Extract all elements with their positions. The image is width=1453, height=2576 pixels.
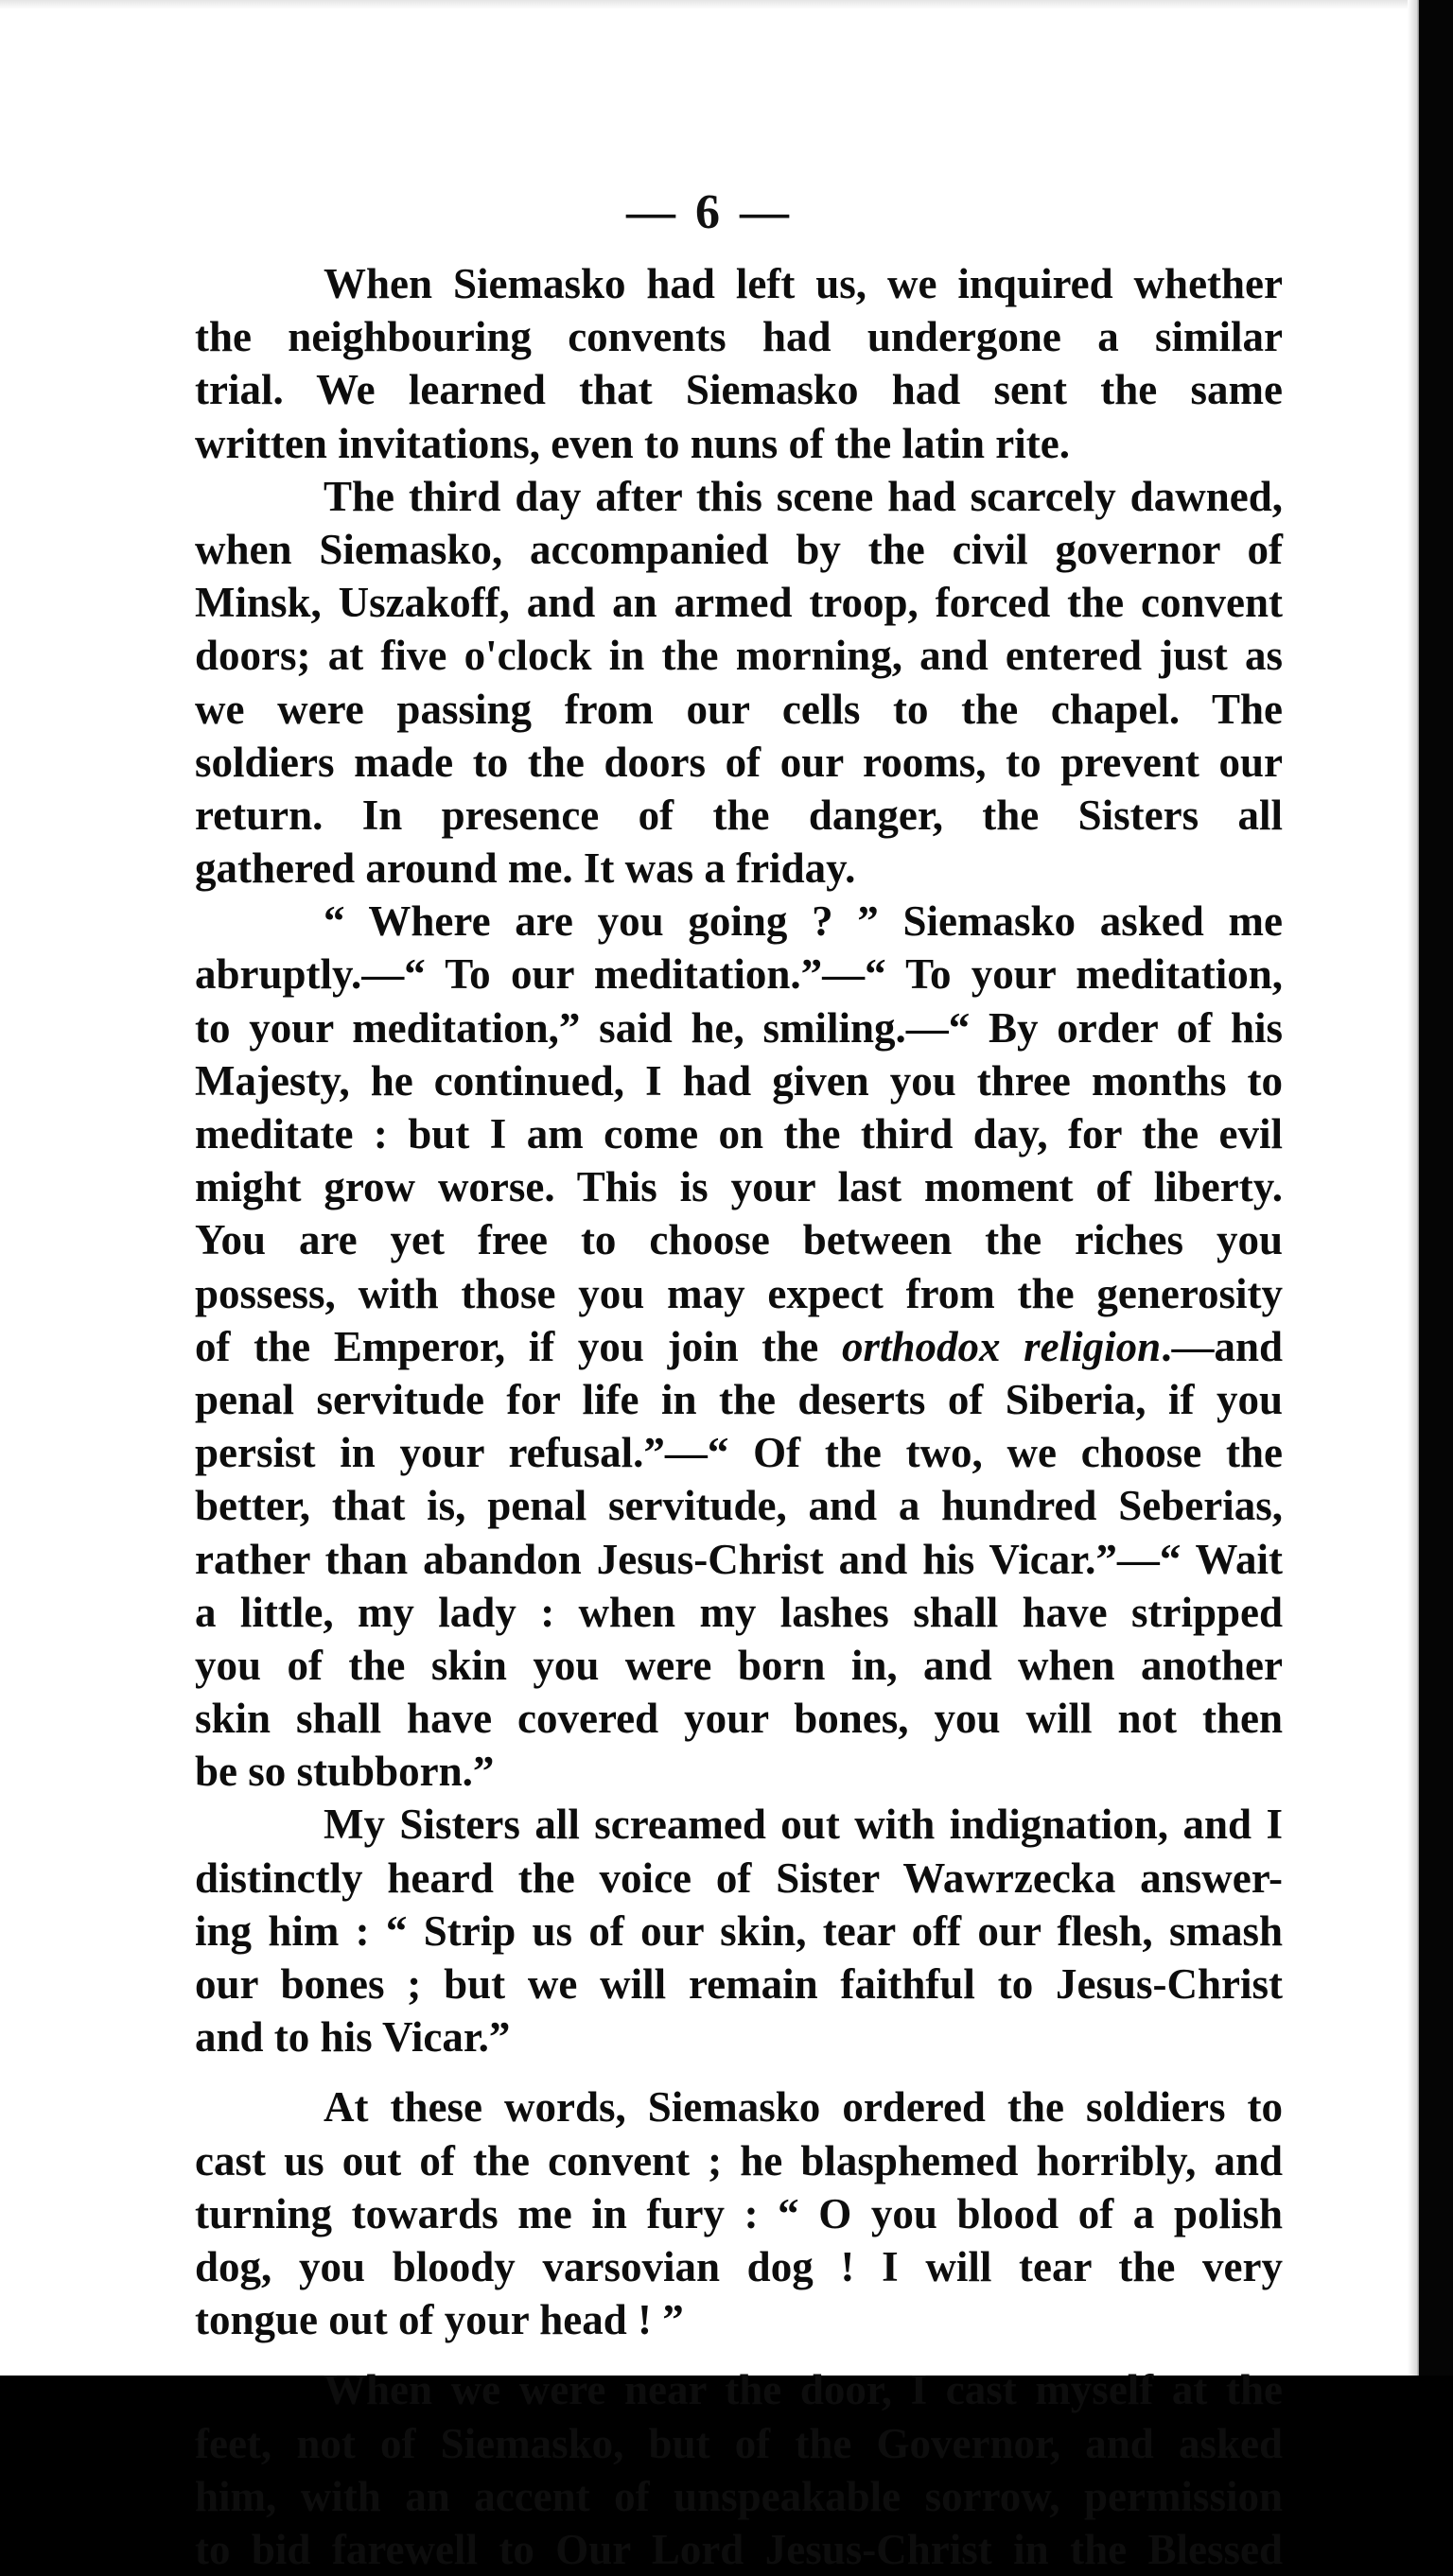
page-top-edge <box>0 0 1419 9</box>
text-line: You are yet free to choose between the riches you <box>195 1216 1283 1264</box>
text-line: you of the skin you were born in, and when another <box>195 1641 1283 1689</box>
text-line: to bid farewell to Our Lord Jesus-Christ in the Blessed <box>195 2525 1283 2573</box>
text-line: feet, not of Siemasko, but of the Governor, and asked <box>195 2419 1283 2467</box>
text-run: of the Emperor, if you join the <box>195 1322 842 1370</box>
text-line: distinctly heard the voice of Sister Wawrzecka answer- <box>195 1854 1283 1902</box>
text-line: better, that is, penal servitude, and a hundred Seberias, <box>195 1482 1283 1530</box>
text-line: The third day after this scene had scarcely dawned, <box>324 472 1283 520</box>
text-line: him, with an accent of unspeakable sorrow, permission <box>195 2472 1283 2520</box>
text-line: Majesty, he continued, I had given you three months to <box>195 1056 1283 1105</box>
body-text <box>195 257 1283 2576</box>
text-line: meditate : but I am come on the third day, for the evil <box>195 1110 1283 1157</box>
text-line: might grow worse. This is your last moment of liberty. <box>195 1163 1283 1211</box>
text-line: dog, you bloody varsovian dog ! I will tear the very <box>195 2242 1283 2290</box>
text-line: trial. We learned that Siemasko had sent the same <box>195 366 1283 414</box>
text-line: return. In presence of the danger, the Sisters all <box>195 791 1283 839</box>
text-line: penal servitude for life in the deserts of Siberia, if you <box>195 1375 1283 1423</box>
text-line: soldiers made to the doors of our rooms, to prevent our <box>195 738 1283 786</box>
text-line: When Siemasko had left us, we inquired whether <box>324 260 1283 307</box>
text-line: skin shall have covered your bones, you will not then <box>195 1695 1283 1743</box>
text-line: and to his Vicar.” <box>195 2013 511 2062</box>
text-line: doors; at five o'clock in the morning, and entered just as <box>195 632 1283 680</box>
text-line: tongue out of your head ! ” <box>195 2296 684 2344</box>
text-line: turning towards me in fury : “ O you blood of a polish <box>195 2189 1283 2237</box>
italic-term: orthodox religion <box>841 1322 1162 1370</box>
text-line: to your meditation,” said he, smiling.—“ By order of his <box>195 1003 1283 1052</box>
text-line: our bones ; but we will remain faithful to Jesus-Christ <box>195 1960 1283 2008</box>
text-run: .—and <box>1161 1322 1283 1370</box>
text-line: when Siemasko, accompanied by the civil governor of <box>195 525 1283 573</box>
text-line: When we were near the door, I cast myself at the <box>324 2366 1283 2414</box>
text-line: possess, with those you may expect from the generosity <box>195 1269 1283 1317</box>
text-line: ing him : “ Strip us of our skin, tear off our flesh, smash <box>195 1906 1283 1955</box>
text-line: abruptly.—“ To our meditation.”—“ To your meditation, <box>195 950 1283 999</box>
scan-border <box>1419 0 1453 2376</box>
text-line: persist in your refusal.”—“ Of the two, we choose the <box>195 1429 1283 1477</box>
text-line: cast us out of the convent ; he blasphemed horribly, and <box>195 2136 1283 2184</box>
text-line: written invitations, even to nuns of the latin rite. <box>195 419 1070 467</box>
text-line: “ Where are you going ? ” Siemasko asked me <box>324 897 1283 946</box>
text-line: At these words, Siemasko ordered the soldiers to <box>324 2083 1283 2132</box>
text-line: be so stubborn.” <box>195 1748 495 1796</box>
text-line: Minsk, Uszakoff, and an armed troop, forced the convent <box>195 579 1283 627</box>
text-line: rather than abandon Jesus-Christ and his Vicar.”—“ Wait <box>195 1535 1283 1583</box>
text-line: we were passing from our cells to the chapel. The <box>195 685 1283 733</box>
text-line <box>195 1320 1283 1373</box>
text-line: a little, my lady : when my lashes shall have stripped <box>195 1588 1283 1636</box>
text-line: gathered around me. It was a friday. <box>195 844 856 893</box>
page-number: — 6 — <box>626 185 793 239</box>
text-line: the neighbouring convents had undergone a similar <box>195 313 1283 361</box>
text-line: My Sisters all screamed out with indignation, and I <box>324 1801 1283 1849</box>
